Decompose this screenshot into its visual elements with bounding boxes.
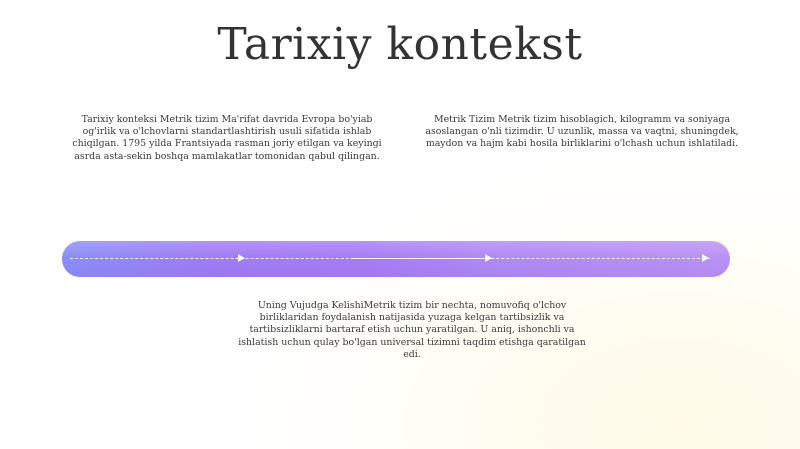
text-block-historical-context: Tarixiy konteksi Metrik tizim Ma'rifat davrida Evropa bo'yiab og'irlik va o'lchovlarni standartlashtirish usuli sifatida ishlab chiqilgan. 1795 yilda Frantsiyada rasman joriy etilgan va keyingi asrda asta-sekin boshqa mamlakatlar tomonidan qabul qilingan. — [72, 114, 382, 162]
text-block-metric-system: Metrik Tizim Metrik tizim hisoblagich, kilogramm va soniyaga asoslangan o'nli tizimdir. U uzunlik, massa va vaqtni, shuningdek, maydon va hajm kabi hosila birliklarini o'lchash uchun ishlatiladi. — [425, 114, 739, 150]
timeline-bar — [62, 241, 730, 277]
arrow-right-icon — [702, 254, 709, 262]
slide-title: Tarixiy kontekst — [217, 19, 583, 70]
arrow-right-icon — [238, 254, 245, 262]
timeline-solid-segment — [352, 258, 482, 259]
text-block-origin: Uning Vujudga KelishiMetrik tizim bir nechta, nomuvofiq o'lchov birliklaridan foydalanish natijasida yuzaga kelgan tartibsizlik va tartibsizliklarni bartaraf etish uchun yaratilgan. U aniq, ishonchli va ishlatish uchun qulay bo'lgan universal tizimni taqdim etishga qaratilgan edi. — [238, 300, 586, 360]
timeline-glow — [62, 241, 730, 277]
arrow-right-icon — [485, 254, 492, 262]
